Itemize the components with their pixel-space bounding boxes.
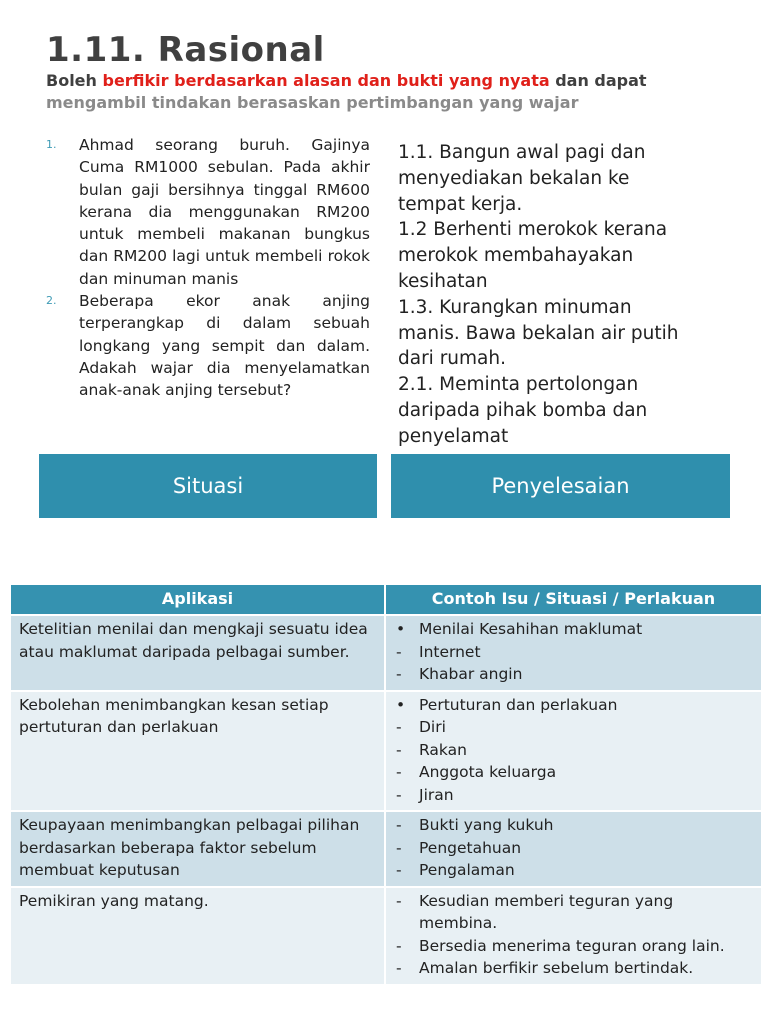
list-item bbox=[394, 641, 753, 664]
list-item-text: Pengalaman bbox=[419, 861, 515, 879]
list-item-text: Amalan berfikir sebelum bertindak. bbox=[419, 959, 694, 977]
dash-mark: - bbox=[396, 642, 402, 661]
dash-mark: - bbox=[396, 740, 402, 759]
list-item bbox=[394, 935, 753, 958]
dash-mark: - bbox=[396, 861, 402, 879]
penyelesaian-line: merokok membahayakan bbox=[398, 245, 634, 267]
slide-subtitle bbox=[46, 70, 746, 114]
situasi-item bbox=[46, 134, 370, 290]
dash-mark: - bbox=[396, 838, 402, 857]
list-item-text: Internet bbox=[419, 642, 481, 661]
list-item bbox=[394, 739, 753, 762]
situasi-item bbox=[46, 290, 370, 401]
contoh-cell bbox=[385, 615, 762, 691]
list-item bbox=[394, 890, 753, 935]
list-item bbox=[394, 957, 753, 980]
list-item-text: Rakan bbox=[419, 740, 467, 759]
subtitle-part-3: dan dapat bbox=[549, 71, 647, 90]
list-item-text: Pengetahuan bbox=[419, 838, 522, 857]
situasi-item-text: Beberapa ekor anak anjing terperangkap di dalam sebuah longkang yang sempit dan dalam. Adakah wajar dia menyelamatkan anak-anak anjing tersebut? bbox=[79, 292, 370, 400]
list-item bbox=[394, 859, 753, 882]
list-item bbox=[394, 814, 753, 837]
situasi-header: Situasi bbox=[39, 454, 377, 518]
dash-mark: - bbox=[396, 665, 402, 683]
contoh-list bbox=[394, 890, 753, 980]
list-item-text: Kesudian memberi teguran yang membina. bbox=[419, 891, 674, 932]
table-row bbox=[10, 691, 762, 812]
contoh-list bbox=[394, 694, 753, 807]
subtitle-part-1: Boleh bbox=[46, 71, 103, 90]
list-item bbox=[394, 694, 753, 717]
subtitle-highlight-red: berfikir berdasarkan alasan dan bukti yang nyata bbox=[102, 71, 550, 90]
contoh-cell bbox=[385, 887, 762, 985]
dash-mark: - bbox=[396, 959, 402, 977]
table-row bbox=[10, 811, 762, 887]
dash-mark: - bbox=[396, 785, 402, 804]
list-item-text: Anggota keluarga bbox=[419, 763, 557, 781]
penyelesaian-line: menyediakan bekalan ke bbox=[398, 167, 630, 189]
slide-title: 1.11. Rasional bbox=[46, 30, 325, 70]
situasi-item-number: 2. bbox=[46, 294, 57, 308]
column-header-aplikasi: Aplikasi bbox=[10, 584, 385, 615]
situasi-item-number: 1. bbox=[46, 138, 57, 151]
list-item bbox=[394, 663, 753, 686]
list-item-text: Pertuturan dan perlakuan bbox=[419, 695, 618, 714]
subtitle-highlight-gray: mengambil tindakan berasaskan pertimbangan yang wajar bbox=[46, 93, 579, 112]
penyelesaian-line: 1.2 Berhenti merokok kerana bbox=[398, 219, 668, 241]
table-row bbox=[10, 887, 762, 985]
situasi-list bbox=[46, 134, 370, 402]
dash-mark: - bbox=[396, 891, 402, 910]
aplikasi-cell: Ketelitian menilai dan mengkaji sesuatu idea atau maklumat daripada pelbagai sumber. bbox=[10, 615, 385, 691]
list-item bbox=[394, 837, 753, 860]
dash-mark: - bbox=[396, 763, 402, 781]
bullet-mark: • bbox=[396, 695, 406, 714]
list-item bbox=[394, 784, 753, 807]
penyelesaian-line: 1.3. Kurangkan minuman bbox=[398, 296, 632, 318]
list-item-text: Khabar angin bbox=[419, 665, 523, 683]
penyelesaian-line: kesihatan bbox=[398, 270, 488, 292]
penyelesaian-line: 2.1. Meminta pertolongan bbox=[398, 374, 639, 396]
list-item-text: Menilai Kesahihan maklumat bbox=[419, 620, 643, 638]
list-item bbox=[394, 761, 753, 784]
penyelesaian-header: Penyelesaian bbox=[391, 454, 730, 518]
list-item-text: Bersedia menerima teguran orang lain. bbox=[419, 936, 725, 955]
penyelesaian-line: 1.1. Bangun awal pagi dan bbox=[398, 142, 646, 163]
list-item-text: Bukti yang kukuh bbox=[419, 816, 554, 834]
bullet-mark: • bbox=[396, 620, 406, 638]
column-header-contoh: Contoh Isu / Situasi / Perlakuan bbox=[385, 584, 762, 615]
situasi-item-text: Ahmad seorang buruh. Gajinya Cuma RM1000 sebulan. Pada akhir bulan gaji bersihnya tinggal RM600 kerana dia menggunakan RM200 untuk membeli makanan bungkus dan RM200 lagi untuk membeli rokok dan minuman manis bbox=[79, 136, 370, 288]
penyelesaian-line: daripada pihak bomba dan bbox=[398, 399, 648, 421]
penyelesaian-text bbox=[398, 140, 738, 450]
contoh-cell bbox=[385, 811, 762, 887]
table-row bbox=[10, 615, 762, 691]
contoh-cell bbox=[385, 691, 762, 812]
list-item bbox=[394, 716, 753, 739]
contoh-list bbox=[394, 814, 753, 882]
penyelesaian-line: dari rumah. bbox=[398, 348, 507, 370]
dash-mark: - bbox=[396, 718, 402, 736]
list-item-text: Diri bbox=[419, 718, 446, 736]
list-item bbox=[394, 618, 753, 641]
table-header-row bbox=[10, 584, 762, 615]
dash-mark: - bbox=[396, 816, 402, 834]
penyelesaian-line: penyelamat bbox=[398, 425, 509, 447]
list-item-text: Jiran bbox=[419, 785, 454, 804]
aplikasi-cell: Keupayaan menimbangkan pelbagai pilihan berdasarkan beberapa faktor sebelum membuat keputusan bbox=[10, 811, 385, 887]
contoh-list bbox=[394, 618, 753, 686]
dash-mark: - bbox=[396, 936, 402, 955]
penyelesaian-line: manis. Bawa bekalan air putih bbox=[398, 322, 679, 344]
penyelesaian-line: tempat kerja. bbox=[398, 193, 523, 215]
aplikasi-cell: Pemikiran yang matang. bbox=[10, 887, 385, 985]
aplikasi-table bbox=[9, 583, 763, 986]
aplikasi-cell: Kebolehan menimbangkan kesan setiap pertuturan dan perlakuan bbox=[10, 691, 385, 812]
